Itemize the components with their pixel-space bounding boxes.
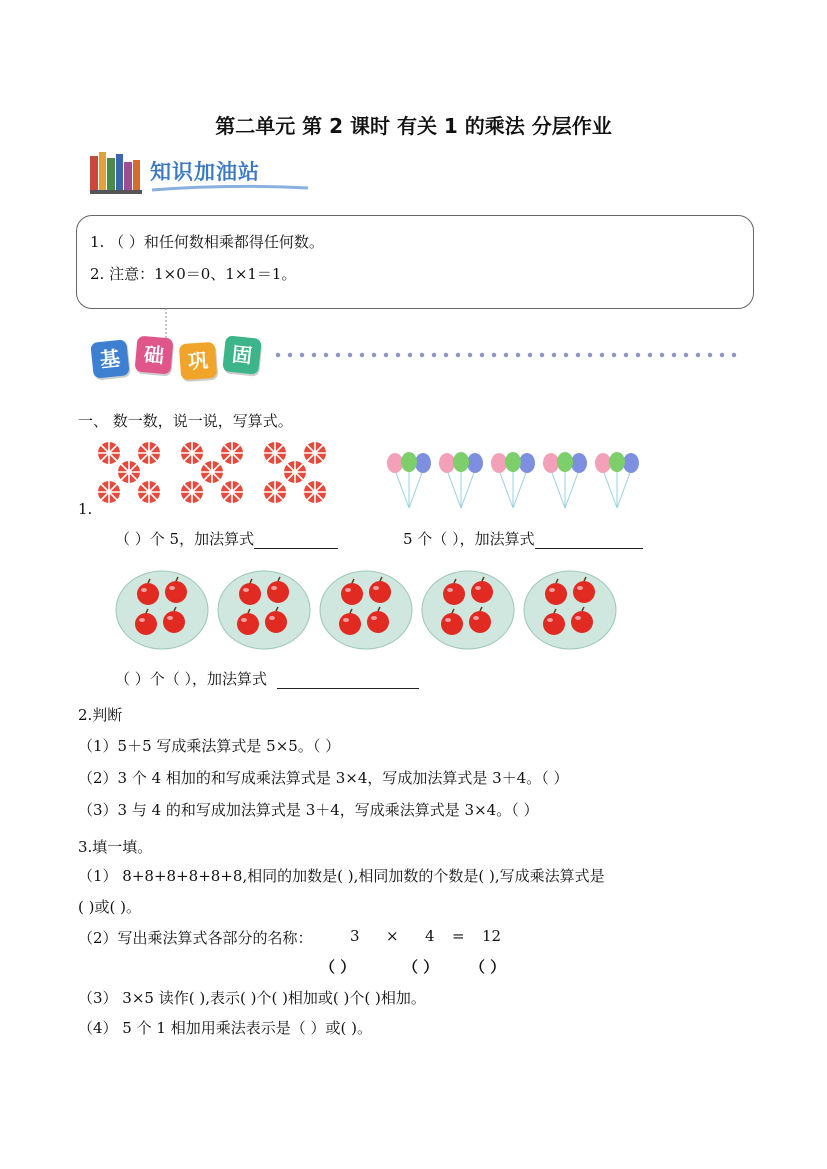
- tile-gu: 固: [222, 335, 262, 375]
- eq-paren-2[interactable]: （ ）: [403, 958, 439, 976]
- flower-groups-illustration: [96, 440, 336, 508]
- knowledge-line-1: 1. （ ）和任何数相乘都得任何数。: [90, 233, 324, 251]
- eq-product: 12: [482, 927, 502, 945]
- q2-item-2: （2）3 个 4 相加的和写成乘法算式是 3×4，写成加法算式是 3＋4。（ ）: [78, 769, 569, 787]
- q3-item-4: （4） 5 个 1 相加用乘法表示是（ ）或( )。: [78, 1019, 372, 1037]
- q3-item-2: （2）写出乘法算式各部分的名称：: [78, 929, 313, 947]
- balloon-groups-illustration: [385, 450, 645, 512]
- q1-heading: 一、 数一数，说一说，写算式。: [78, 412, 293, 430]
- q1-row2: [115, 668, 419, 689]
- knowledge-box: [76, 215, 754, 309]
- answer-blank[interactable]: [535, 532, 643, 549]
- q2-item-3: （3）3 与 4 的和写成加法算式是 3＋4，写成乘法算式是 3×4。（ ）: [78, 801, 539, 819]
- dashed-connector: [164, 308, 168, 338]
- q3-item-1-line1: （1） 8+8+8+8+8+8,相同的加数是( ),相同加数的个数是( ),写成乘法算式是: [78, 867, 605, 885]
- q3-item-3: （3） 3×5 读作( ),表示( )个( )相加或( )个( )相加。: [78, 989, 426, 1007]
- tile-gong: 巩: [179, 342, 217, 380]
- answer-blank[interactable]: [277, 672, 419, 689]
- q2-item-1: （1）5＋5 写成乘法算式是 5×5。（ ）: [78, 737, 341, 755]
- q1-row1-left: [115, 528, 338, 549]
- q1-row1-left-text: （ ）个 5，加法算式: [115, 530, 255, 548]
- eq-times: ×: [386, 927, 399, 945]
- answer-blank[interactable]: [254, 532, 338, 549]
- eq-factor-2: 4: [425, 927, 435, 945]
- q1-number: 1.: [78, 500, 93, 518]
- q1-row2-text: （ ）个（ ），加法算式: [115, 670, 268, 688]
- tile-chu: 础: [134, 335, 173, 374]
- eq-factor-1: 3: [350, 927, 360, 945]
- underline-swoosh: [150, 184, 310, 194]
- q2-heading: 2.判断: [78, 706, 123, 724]
- q3-heading: 3.填一填。: [78, 838, 153, 856]
- knowledge-line-2: 2. 注意：1×0＝0、1×1＝1。: [90, 265, 297, 283]
- q1-row1-right-text: 5 个（ ），加法算式: [403, 530, 535, 548]
- page-title: 第二单元 第 2 课时 有关 1 的乘法 分层作业: [215, 114, 612, 138]
- eq-paren-3[interactable]: （ ）: [470, 958, 506, 976]
- tile-ji: 基: [90, 339, 130, 379]
- section-knowledge-title: 知识加油站: [150, 160, 260, 184]
- eq-paren-1[interactable]: （ ）: [320, 958, 356, 976]
- apple-plates-illustration: [114, 570, 619, 652]
- dotted-divider: [272, 352, 742, 358]
- q1-row1-right: [403, 528, 643, 549]
- books-icon: [90, 150, 142, 194]
- eq-equals: =: [452, 927, 465, 945]
- q3-item-1-line2: ( )或( )。: [78, 898, 141, 916]
